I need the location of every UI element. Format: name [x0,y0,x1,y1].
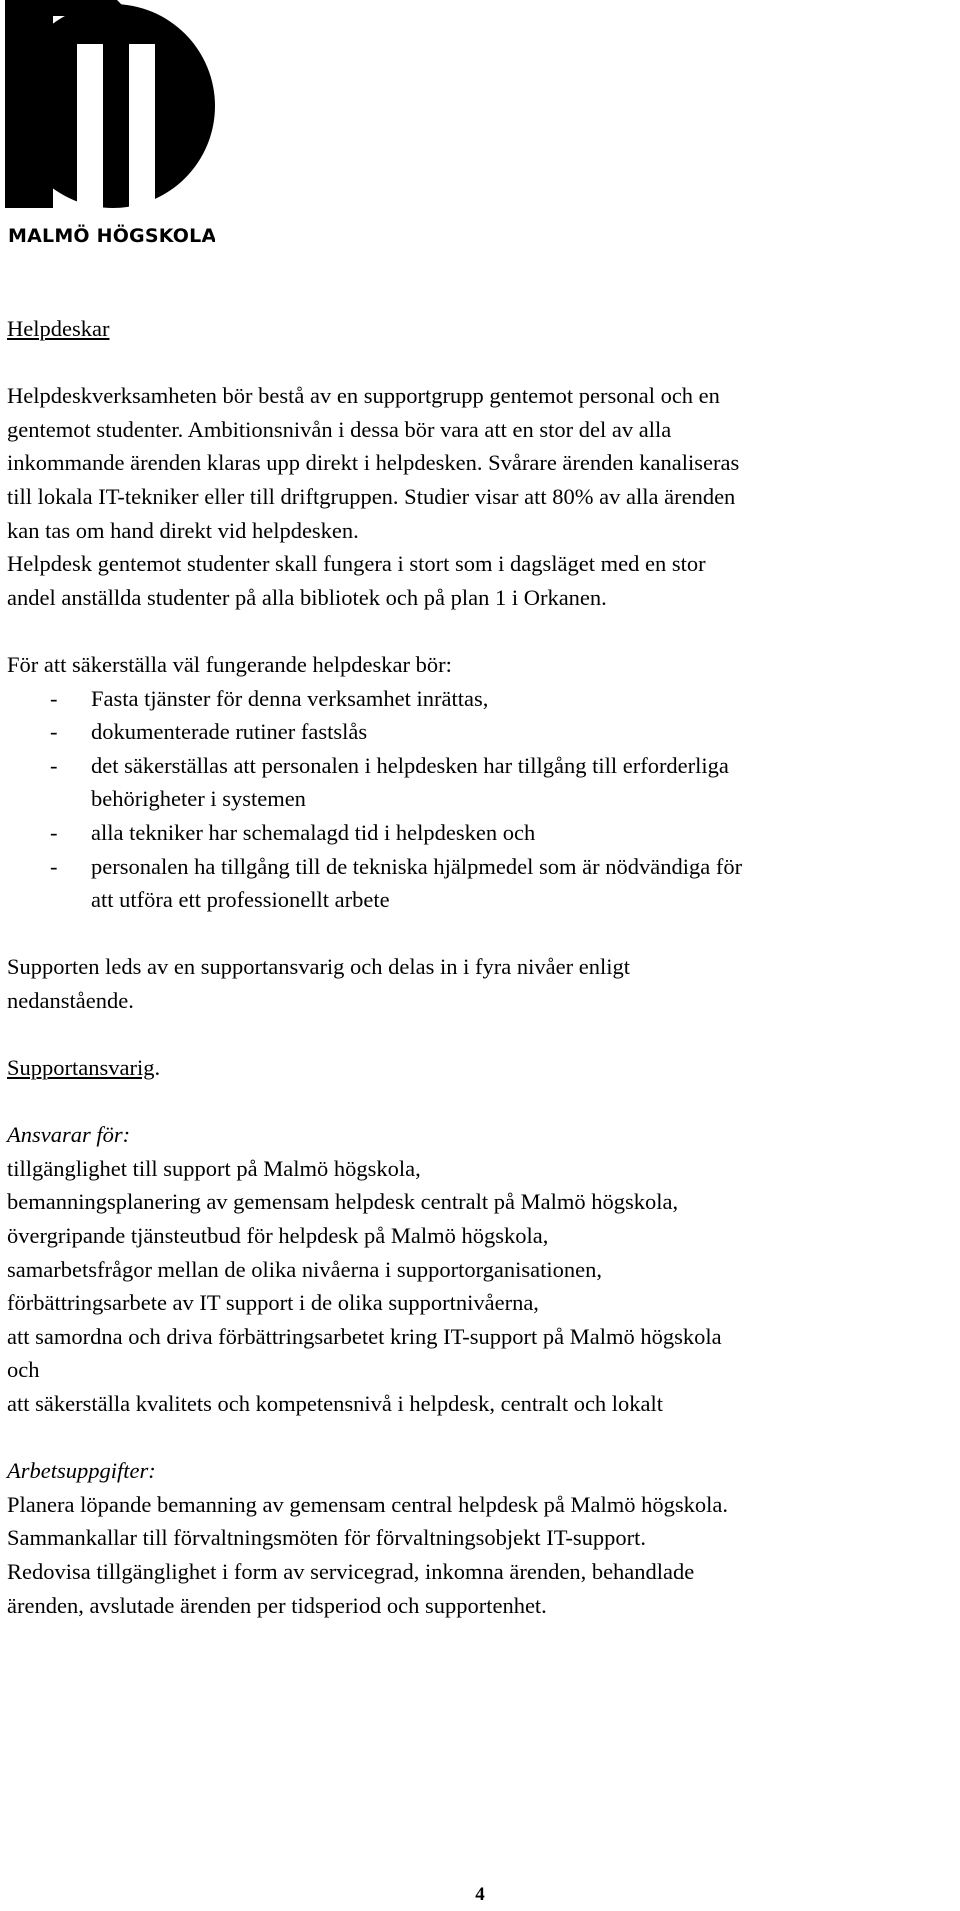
dash-bullet: - [50,752,58,778]
svg-text:MALMÖ HÖGSKOLA: MALMÖ HÖGSKOLA [8,225,215,247]
ansvar-line: att säkerställa kvalitets och kompetensnivå i helpdesk, centralt och lokalt [7,1391,664,1416]
ansvar-line: samarbetsfrågor mellan de olika nivåerna i supportorganisationen, [7,1256,603,1282]
section-heading-supportansvarig: Supportansvarig. [7,1055,161,1081]
arbetsuppgifter-line: ärenden, avslutade ärenden per tidsperiod och supportenhet. [7,1592,547,1618]
paragraph-line: kan tas om hand direkt vid helpdesken. [7,517,359,543]
paragraph-line: gentemot studenter. Ambitionsnivån i dessa bör vara att en stor del av alla [7,416,672,442]
paragraph-line: andel anställda studenter på alla bibliotek och på plan 1 i Orkanen. [7,584,607,610]
paragraph-line: till lokala IT-tekniker eller till driftgruppen. Studier visar att 80% av alla ärenden [7,483,736,509]
list-item: - dokumenterade rutiner fastslås [7,715,952,749]
support-intro-paragraph [7,950,952,1017]
section-heading-helpdeskar: Helpdeskar [7,316,110,341]
list-item: - det säkerställas att personalen i helpdesken har tillgång till erforderliga behörigheter i systemen [7,749,952,816]
arbetsuppgifter-line: Sammankallar till förvaltningsmöten för förvaltningsobjekt IT-support. [7,1525,647,1551]
dash-bullet: - [50,685,58,711]
ansvar-line: övergripande tjänsteutbud för helpdesk på Malmö högskola, [7,1223,549,1249]
ansvar-line: förbättringsarbete av IT support i de olika supportnivåerna, [7,1290,539,1316]
paragraph-line: nedanstående. [7,987,134,1013]
dash-bullet: - [50,819,58,845]
ansvar-line: och [7,1357,40,1383]
list-item: - Fasta tjänster för denna verksamhet inrättas, [7,682,952,716]
ansvar-line: tillgänglighet till support på Malmö högskola, [7,1155,421,1181]
ansvarar-label: Ansvarar för: [7,1122,131,1148]
ansvar-list [7,1152,952,1421]
malmo-hogskola-logo [5,0,215,250]
list-intro: För att säkerställa väl fungerande helpdeskar bör: [7,651,452,677]
paragraph-line: Supporten leds av en supportansvarig och delas in i fyra nivåer enligt [7,954,630,980]
list-item: - alla tekniker har schemalagd tid i helpdesken och [7,816,952,850]
helpdesk-paragraph [7,379,952,614]
page-number: 4 [475,1884,485,1905]
dash-bullet: - [50,853,58,879]
requirements-list [7,682,952,917]
paragraph-line: Helpdeskverksamheten bör bestå av en supportgrupp gentemot personal och en [7,383,720,409]
ansvar-line: bemanningsplanering av gemensam helpdesk centralt på Malmö högskola, [7,1189,679,1215]
paragraph-line: Helpdesk gentemot studenter skall fungera i stort som i dagsläget med en stor [7,551,706,577]
document-body [7,312,952,1622]
ansvar-line: att samordna och driva förbättringsarbetet kring IT-support på Malmö högskola [7,1323,722,1349]
arbetsuppgifter-line: Redovisa tillgänglighet i form av servicegrad, inkomna ärenden, behandlade [7,1558,695,1584]
dash-bullet: - [50,719,58,745]
paragraph-line: inkommande ärenden klaras upp direkt i helpdesken. Svårare ärenden kanaliseras [7,450,740,476]
list-item: - personalen ha tillgång till de tekniska hjälpmedel som är nödvändiga för att utföra ett professionellt arbete [7,850,952,917]
arbetsuppgifter-label: Arbetsuppgifter: [7,1458,156,1484]
arbetsuppgifter-list [7,1488,952,1622]
arbetsuppgifter-line: Planera löpande bemanning av gemensam central helpdesk på Malmö högskola. [7,1491,729,1517]
